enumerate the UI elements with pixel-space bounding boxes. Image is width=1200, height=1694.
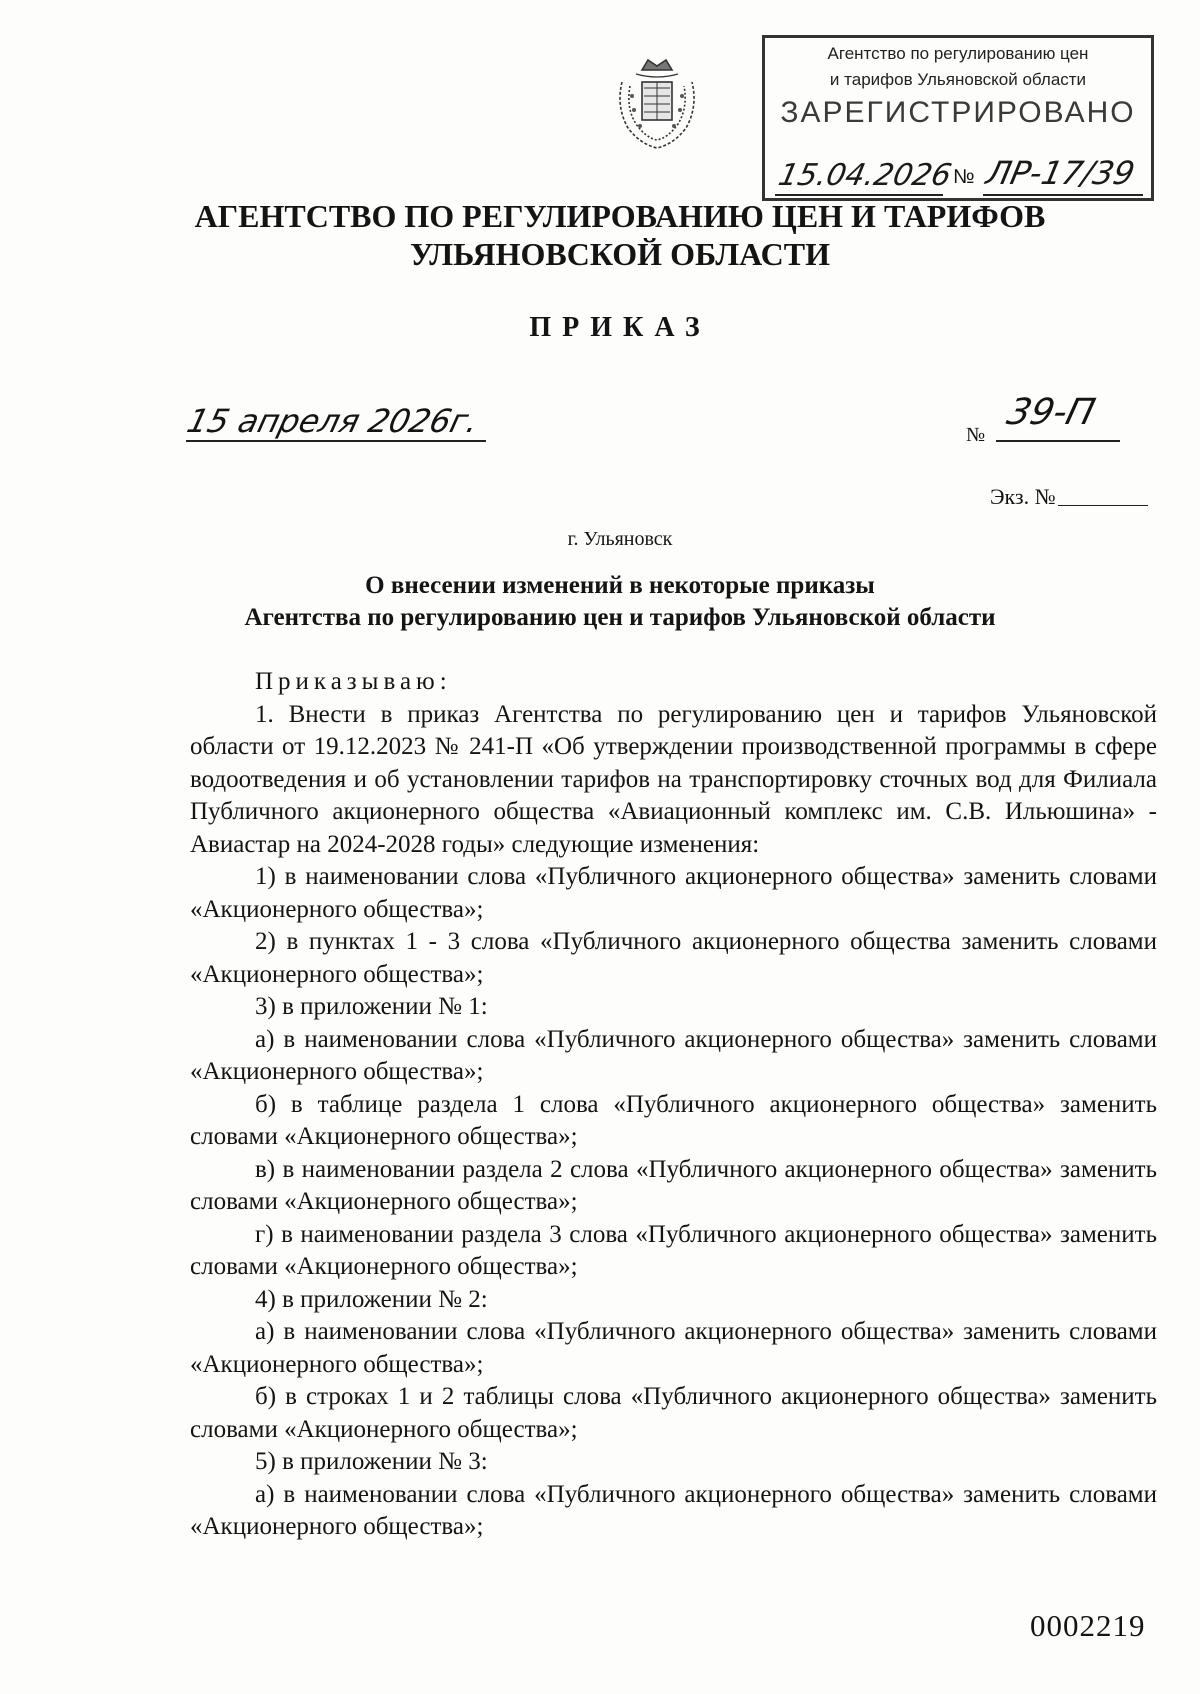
body-paragraph: б) в строках 1 и 2 таблицы слова «Публичного акционерного общества» заменить словами «Акционерного общества»;: [190, 1383, 1157, 1443]
stamp-number-underline: [983, 194, 1143, 196]
organization-title-line1: АГЕНТСТВО ПО РЕГУЛИРОВАНИЮ ЦЕН И ТАРИФОВ: [194, 198, 1046, 234]
body-paragraph: 1) в наименовании слова «Публичного акционерного общества» заменить словами «Акционерного общества»;: [190, 863, 1157, 923]
order-number-label: №: [966, 424, 986, 446]
stamp-registered-label: ЗАРЕГИСТРИРОВАНО: [780, 96, 1136, 129]
order-number: 39-П: [1002, 392, 1099, 433]
body-paragraph: 1. Внести в приказ Агентства по регулированию цен и тарифов Ульяновской области от 19.12.2023 № 241-П «Об утверждении производственной программы в сфере водоотведения и об установлении тарифов на транспортировку сточных вод для Филиала Публичного акционерного общества «Авиационный комплекс им. С.В. Ильюшина» - Авиастар на 2024-2028 годы» следующие изменения:: [190, 700, 1157, 858]
organization-title-line2: УЛЬЯНОВСКОЙ ОБЛАСТИ: [409, 236, 831, 272]
body-paragraph: 5) в приложении № 3:: [255, 1448, 488, 1475]
stamp-date-underline: [775, 194, 943, 196]
order-date: 15 апреля 2026г.: [183, 402, 483, 440]
copy-number-label: Экз. №: [990, 484, 1056, 509]
city: г. Ульяновск: [567, 528, 673, 550]
order-body: [190, 666, 1157, 1544]
stamp-number-label: №: [953, 166, 975, 188]
form-serial-number: 0002219: [1030, 1608, 1146, 1643]
body-paragraph: а) в наименовании слова «Публичного акционерного общества» заменить словами «Акционерного общества»;: [190, 1480, 1157, 1540]
body-paragraph: 4) в приложении № 2:: [255, 1285, 488, 1313]
body-paragraph: в) в наименовании раздела 2 слова «Публичного акционерного общества» заменить словами «Акционерного общества»;: [190, 1155, 1157, 1215]
organization-title: [0, 197, 1200, 273]
registration-stamp: [762, 35, 1154, 201]
body-paragraph: 3) в приложении № 1:: [255, 993, 488, 1020]
stamp-number: ЛР-17/39: [982, 154, 1139, 192]
body-paragraph: Приказываю:: [255, 668, 452, 695]
body-paragraph: 2) в пунктах 1 - 3 слова «Публичного акционерного общества заменить словами «Акционерного общества»;: [190, 928, 1157, 988]
body-paragraph: б) в таблице раздела 1 слова «Публичного акционерного общества» заменить словами «Акционерного общества»;: [190, 1090, 1157, 1150]
order-subject: [0, 570, 1200, 634]
copy-number-blank: [1058, 505, 1148, 506]
body-paragraph: а) в наименовании слова «Публичного акционерного общества» заменить словами «Акционерного общества»;: [190, 1025, 1157, 1085]
coat-of-arms-icon: [612, 52, 702, 152]
stamp-agency-line1: Агентство по регулированию цен: [827, 44, 1089, 63]
stamp-date: 15.04.2026: [775, 158, 955, 193]
order-date-underline: [186, 440, 486, 442]
order-subject-line1: О внесении изменений в некоторые приказы: [365, 572, 875, 599]
body-paragraph: г) в наименовании раздела 3 слова «Публичного акционерного общества» заменить словами «Акционерного общества»;: [190, 1220, 1157, 1280]
document-type: ПРИКАЗ: [529, 312, 711, 343]
order-number-underline: [996, 440, 1120, 442]
stamp-agency-line2: и тарифов Ульяновской области: [829, 70, 1087, 89]
body-paragraph: а) в наименовании слова «Публичного акционерного общества» заменить словами «Акционерного общества»;: [190, 1318, 1157, 1378]
order-subject-line2: Агентства по регулированию цен и тарифов Ульяновской области: [244, 604, 996, 631]
